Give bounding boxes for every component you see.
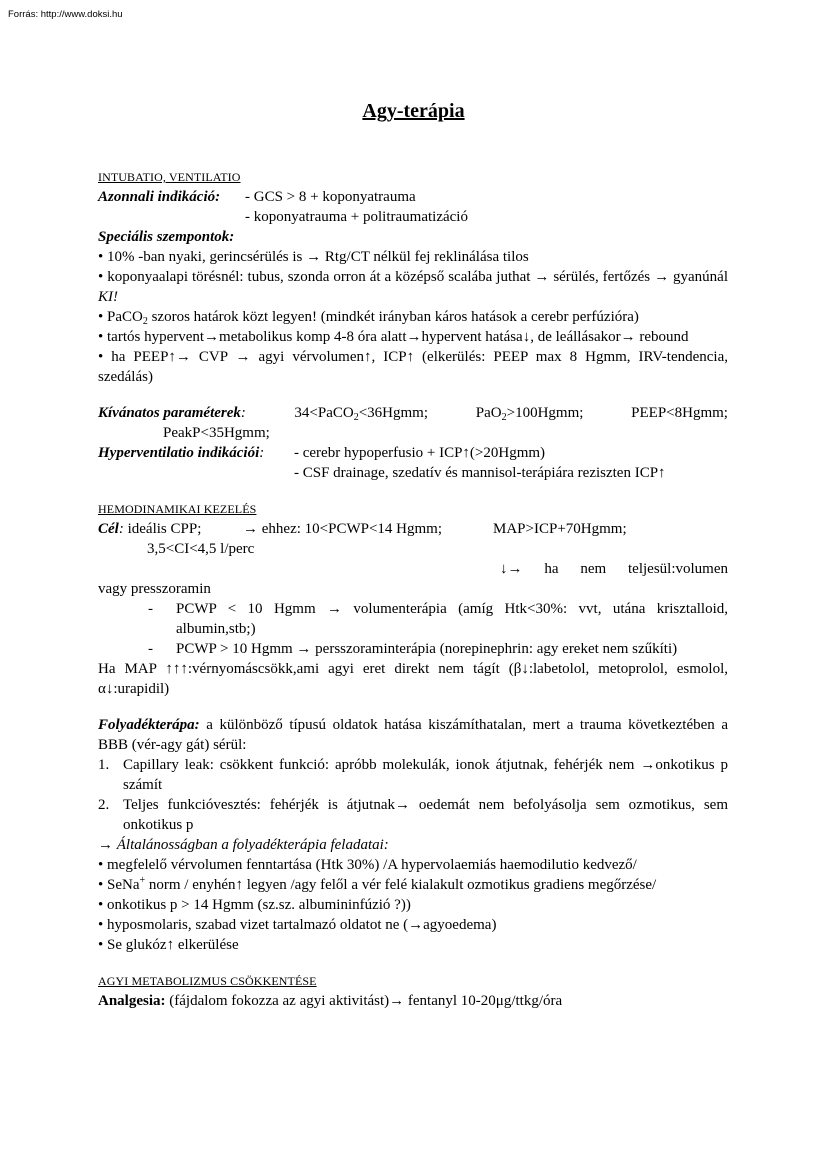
cel-item-1: ideális CPP; — [123, 521, 202, 537]
bullet-3-pre: • PaCO — [98, 309, 143, 325]
folyadek-bullet-3: • onkotikus p > 14 Hgmm (sz.sz. albumininfúzió ?)) — [98, 897, 411, 913]
kivanatos-paco2-post: <36Hgmm; — [358, 405, 428, 421]
kivanatos-pao2-post: >100Hgmm; — [506, 405, 584, 421]
cel-left — [98, 519, 243, 539]
azonnali-item-1: - GCS > 8 + koponyatrauma — [245, 189, 416, 205]
kivanatos-colon: : — [240, 405, 246, 421]
kivanatos-pao2-pre: PaO — [475, 405, 502, 421]
cel-item-5: ↓→ ha nem teljesül:volumen — [500, 561, 728, 577]
hemo-dash-1: - — [148, 601, 153, 617]
kivanatos-left — [98, 403, 428, 423]
azonnali-label: Azonnali indikáció: — [98, 189, 221, 205]
folyadek-bullet-1: • megfelelő vérvolumen fenntartása (Htk 30%) /A hypervolaemiás haemodilutio kedvező/ — [98, 857, 637, 873]
azonnali-item-2: - koponyatrauma + politraumatizáció — [245, 209, 468, 225]
analgesia-row — [98, 991, 728, 1011]
specialis-bullet-3 — [98, 307, 728, 327]
hemo-item-1-text: PCWP < 10 Hgmm → volumenterápia (amíg Htk<30%: vvt, utána krisztalloid, albumin,stb;) — [176, 601, 728, 637]
cel-item-2: → ehhez: 10<PCWP<14 Hgmm; — [243, 521, 442, 537]
folyadek-num-item-1 — [98, 755, 728, 795]
folyadek-label: Folyadékterápa: — [98, 717, 200, 733]
kivanatos-pao2-sub: 2 — [501, 412, 507, 423]
folyadek-num-1: 1. — [98, 757, 110, 773]
specialis-bullet-2-text: • koponyaalapi törésnél: tubus, szonda orron át a középső scalába juthat → sérülés, fertőzés → gyanúnál — [98, 269, 728, 285]
section-heading-hemodinamikai: HEMODINAMIKAI KEZELÉS — [98, 502, 257, 516]
source-url: Forrás: http://www.doksi.hu — [8, 9, 123, 20]
folyadek-intro-text: a különböző típusú oldatok hatása kiszámíthatalan, mert a trauma következtében a BBB (vér-agy gát) sérül: — [98, 717, 728, 753]
folyadek-bullet-2-post: norm / enyhén↑ legyen /agy felől a vér felé kialakult ozmotikus gradiens megőrzése/ — [145, 877, 657, 893]
hemo-list-item-2 — [98, 639, 728, 659]
kivanatos-row — [98, 403, 728, 423]
folyadek-num-2: 2. — [98, 797, 110, 813]
folyadek-intro — [98, 715, 728, 755]
bullet-3-post: szoros határok közt legyen! (mindkét irányban káros hatások a cerebr perfúzióra) — [147, 309, 639, 325]
kivanatos-label: Kívánatos paraméterek — [98, 405, 241, 421]
analgesia-label: Analgesia: — [98, 993, 166, 1009]
folyadek-bullet-2-sup: + — [139, 875, 146, 886]
specialis-bullet-2-ki: KI! — [98, 289, 118, 305]
cel-item-3: MAP>ICP+70Hgmm; — [493, 521, 627, 537]
folyadek-num-item-2 — [98, 795, 728, 835]
azonnali-row — [98, 187, 728, 207]
kivanatos-paco2-pre: 34<PaCO — [294, 405, 354, 421]
hyper-label-wrap — [98, 443, 294, 463]
hemo-item-2-text: PCWP > 10 Hgmm → persszoraminterápia (norepinephrin: agy ereket nem szűkíti) — [176, 641, 678, 657]
kivanatos-paco2 — [294, 403, 428, 423]
specialis-bullet-4: • tartós hypervent→metabolikus komp 4-8 óra alatt→hypervent hatása↓, de leállásakor→ rebound — [98, 329, 689, 345]
kivanatos-paco2-sub: 2 — [353, 412, 359, 423]
analgesia-text: (fájdalom fokozza az agyi aktivitást)→ fentanyl 10-20μg/ttkg/óra — [165, 993, 563, 1009]
section-heading-metabolizmus: AGYI METABOLIZMUS CSÖKKENTÉSE — [98, 974, 317, 988]
hyper-item-2: - CSF drainage, szedatív és mannisol-terápiára reziszten ICP↑ — [294, 465, 666, 481]
hyper-item-1: - cerebr hypoperfusio + ICP↑(>20Hgmm) — [294, 445, 546, 461]
cel-label: Cél — [98, 521, 119, 537]
cel-row — [98, 519, 728, 539]
cel-item-4: 3,5<CI<4,5 l/perc — [147, 541, 255, 557]
specialis-label: Speciális szempontok: — [98, 229, 235, 245]
folyadek-bullet-5: • Se glukóz↑ elkerülése — [98, 937, 239, 953]
cel-colon: : — [118, 521, 124, 537]
bullet-3-sub: 2 — [142, 316, 148, 327]
map-line: Ha MAP ↑↑↑:vérnyomáscsökk,ami agyi eret direkt nem tágít (β↓:labetolol, metoprolol, esmolol, α↓:urapidil) — [98, 661, 728, 697]
specialis-bullet-5: • ha PEEP↑→ CVP → agyi vérvolumen↑, ICP↑ (elkerülés: PEEP max 8 Hgmm, IRV-tendencia, szedálás) — [98, 349, 728, 385]
specialis-bullet-2 — [98, 267, 728, 307]
folyadek-bullet-2 — [98, 875, 728, 895]
document-body — [98, 167, 728, 1011]
specialis-bullet-1: • 10% -ban nyaki, gerincsérülés is → Rtg/CT nélkül fej reklinálása tilos — [98, 249, 529, 265]
folyadek-bullet-2-pre: • SeNa — [98, 877, 140, 893]
hyper-label: Hyperventilatio indikációi — [98, 445, 260, 461]
folyadek-item-1-text: Capillary leak: csökkent funkció: apróbb molekulák, ionok átjutnak, fehérjék nem →onkotikus p számít — [123, 757, 728, 793]
folyadek-altalanos: → Általánosságban a folyadékterápia feladatai: — [98, 837, 389, 853]
cel-item-5-wrap — [98, 559, 728, 579]
cel-item-6: vagy presszoramin — [98, 581, 211, 597]
hyper-row — [98, 443, 728, 463]
folyadek-item-2-text: Teljes funkcióvesztés: fehérjék is átjutnak→ oedemát nem befolyásolja sem ozmotikus, sem onkotikus p — [123, 797, 728, 833]
kivanatos-label-wrap — [98, 403, 246, 423]
hemo-list-item-1 — [98, 599, 728, 639]
hemo-dash-2: - — [148, 641, 153, 657]
kivanatos-peep: PEEP<8Hgmm; — [631, 405, 728, 421]
folyadek-bullet-4: • hyposmolaris, szabad vizet tartalmazó oldatot ne (→agyoedema) — [98, 917, 497, 933]
kivanatos-peakp: PeakP<35Hgmm; — [163, 425, 270, 441]
page-title: Agy-terápia — [362, 100, 465, 122]
kivanatos-pao2 — [476, 403, 584, 423]
section-heading-intubatio: INTUBATIO, VENTILATIO — [98, 170, 241, 184]
hyper-colon: : — [259, 445, 265, 461]
